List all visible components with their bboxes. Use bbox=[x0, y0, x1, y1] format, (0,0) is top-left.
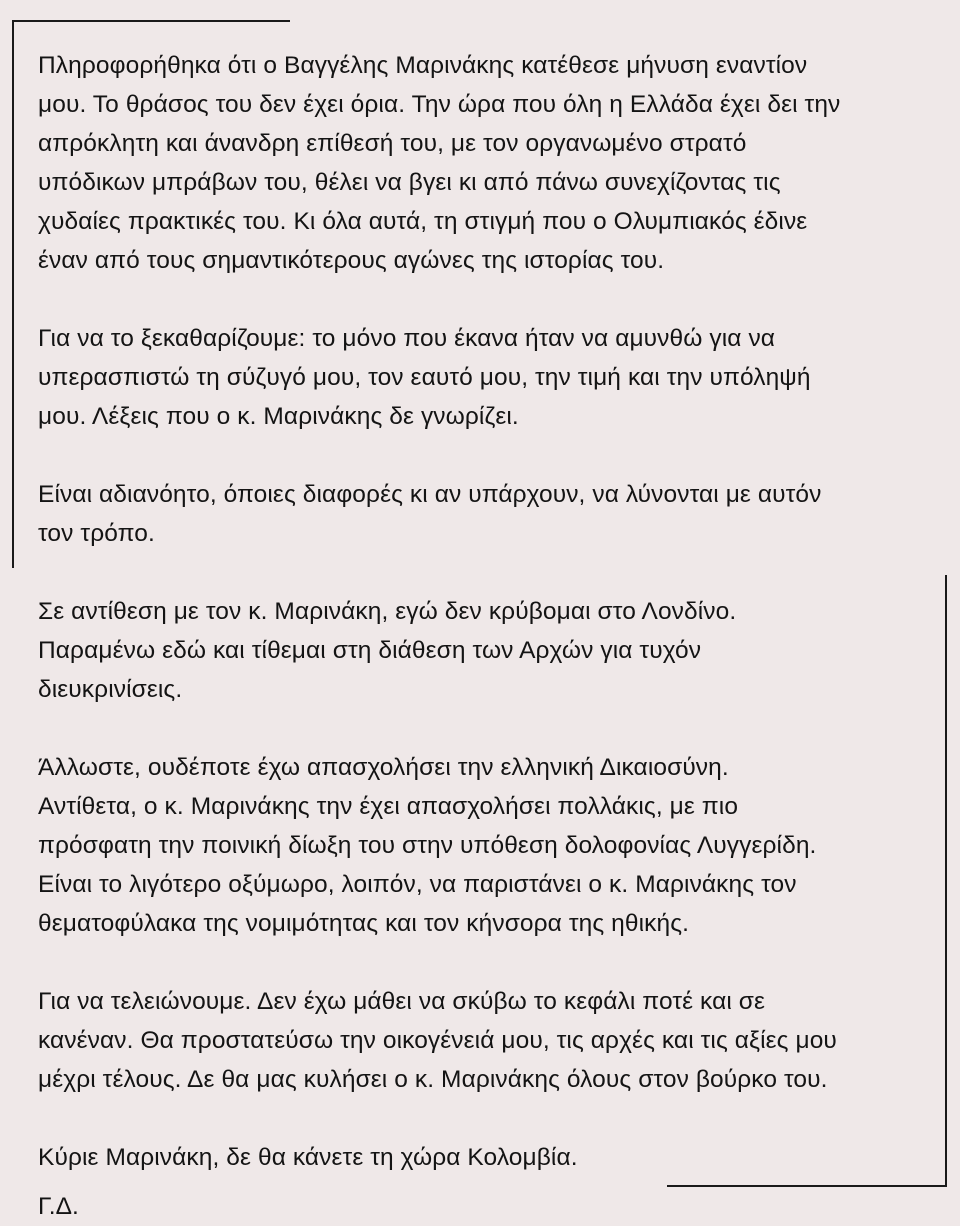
statement-body bbox=[38, 46, 928, 1226]
text-line: Για να το ξεκαθαρίζουμε: το μόνο που έκανα ήταν να αμυνθώ για να bbox=[38, 325, 776, 352]
text-line: υπόδικων μπράβων του, θέλει να βγει κι από πάνω συνεχίζοντας τις bbox=[38, 169, 781, 196]
frame-top-left-horizontal bbox=[12, 20, 290, 22]
text-line: τον τρόπο. bbox=[38, 520, 155, 547]
text-line: Άλλωστε, ουδέποτε έχω απασχολήσει την ελληνική Δικαιοσύνη. bbox=[38, 754, 729, 781]
paragraph-4 bbox=[38, 592, 928, 709]
text-line: μου. Λέξεις που ο κ. Μαρινάκης δε γνωρίζει. bbox=[38, 403, 519, 430]
paragraph-5 bbox=[38, 748, 928, 943]
signature: Γ.Δ. bbox=[38, 1193, 79, 1220]
paragraph-6 bbox=[38, 982, 928, 1099]
text-line: Αντίθετα, ο κ. Μαρινάκης την έχει απασχολήσει πολλάκις, με πιο bbox=[38, 793, 739, 820]
paragraph-1 bbox=[38, 46, 928, 280]
paragraph-7 bbox=[38, 1138, 928, 1177]
text-line: Είναι αδιανόητο, όποιες διαφορές κι αν υπάρχουν, να λύνονται με αυτόν bbox=[38, 481, 822, 508]
text-line: Είναι το λιγότερο οξύμωρο, λοιπόν, να παριστάνει ο κ. Μαρινάκης τον bbox=[38, 871, 797, 898]
text-line: χυδαίες πρακτικές του. Κι όλα αυτά, τη στιγμή που ο Ολυμπιακός έδινε bbox=[38, 208, 808, 235]
text-line: υπερασπιστώ τη σύζυγό μου, τον εαυτό μου, την τιμή και την υπόληψή bbox=[38, 364, 811, 391]
text-line: Κύριε Μαρινάκη, δε θα κάνετε τη χώρα Κολομβία. bbox=[38, 1144, 578, 1171]
text-line: μέχρι τέλους. Δε θα μας κυλήσει ο κ. Μαρινάκης όλους στον βούρκο του. bbox=[38, 1066, 828, 1093]
text-line: πρόσφατη την ποινική δίωξη του στην υπόθεση δολοφονίας Λυγγερίδη. bbox=[38, 832, 817, 859]
text-line: Σε αντίθεση με τον κ. Μαρινάκη, εγώ δεν κρύβομαι στο Λονδίνο. bbox=[38, 598, 737, 625]
text-line: Παραμένω εδώ και τίθεμαι στη διάθεση των Αρχών για τυχόν bbox=[38, 637, 702, 664]
frame-top-left-vertical bbox=[12, 20, 14, 568]
paragraph-2 bbox=[38, 319, 928, 436]
frame-bottom-right-vertical bbox=[945, 575, 947, 1187]
text-line: έναν από τους σημαντικότερους αγώνες της ιστορίας του. bbox=[38, 247, 665, 274]
text-line: θεματοφύλακα της νομιμότητας και τον κήνσορα της ηθικής. bbox=[38, 910, 690, 937]
text-line: Για να τελειώνουμε. Δεν έχω μάθει να σκύβω το κεφάλι ποτέ και σε bbox=[38, 988, 766, 1015]
paragraph-3 bbox=[38, 475, 928, 553]
text-line: απρόκλητη και άνανδρη επίθεσή του, με τον οργανωμένο στρατό bbox=[38, 130, 747, 157]
text-line: Πληροφορήθηκα ότι ο Βαγγέλης Μαρινάκης κατέθεσε μήνυση εναντίον bbox=[38, 52, 808, 79]
text-line: κανέναν. Θα προστατεύσω την οικογένειά μου, τις αρχές και τις αξίες μου bbox=[38, 1027, 837, 1054]
text-line: μου. Το θράσος του δεν έχει όρια. Την ώρα που όλη η Ελλάδα έχει δει την bbox=[38, 91, 841, 118]
text-line: διευκρινίσεις. bbox=[38, 676, 183, 703]
